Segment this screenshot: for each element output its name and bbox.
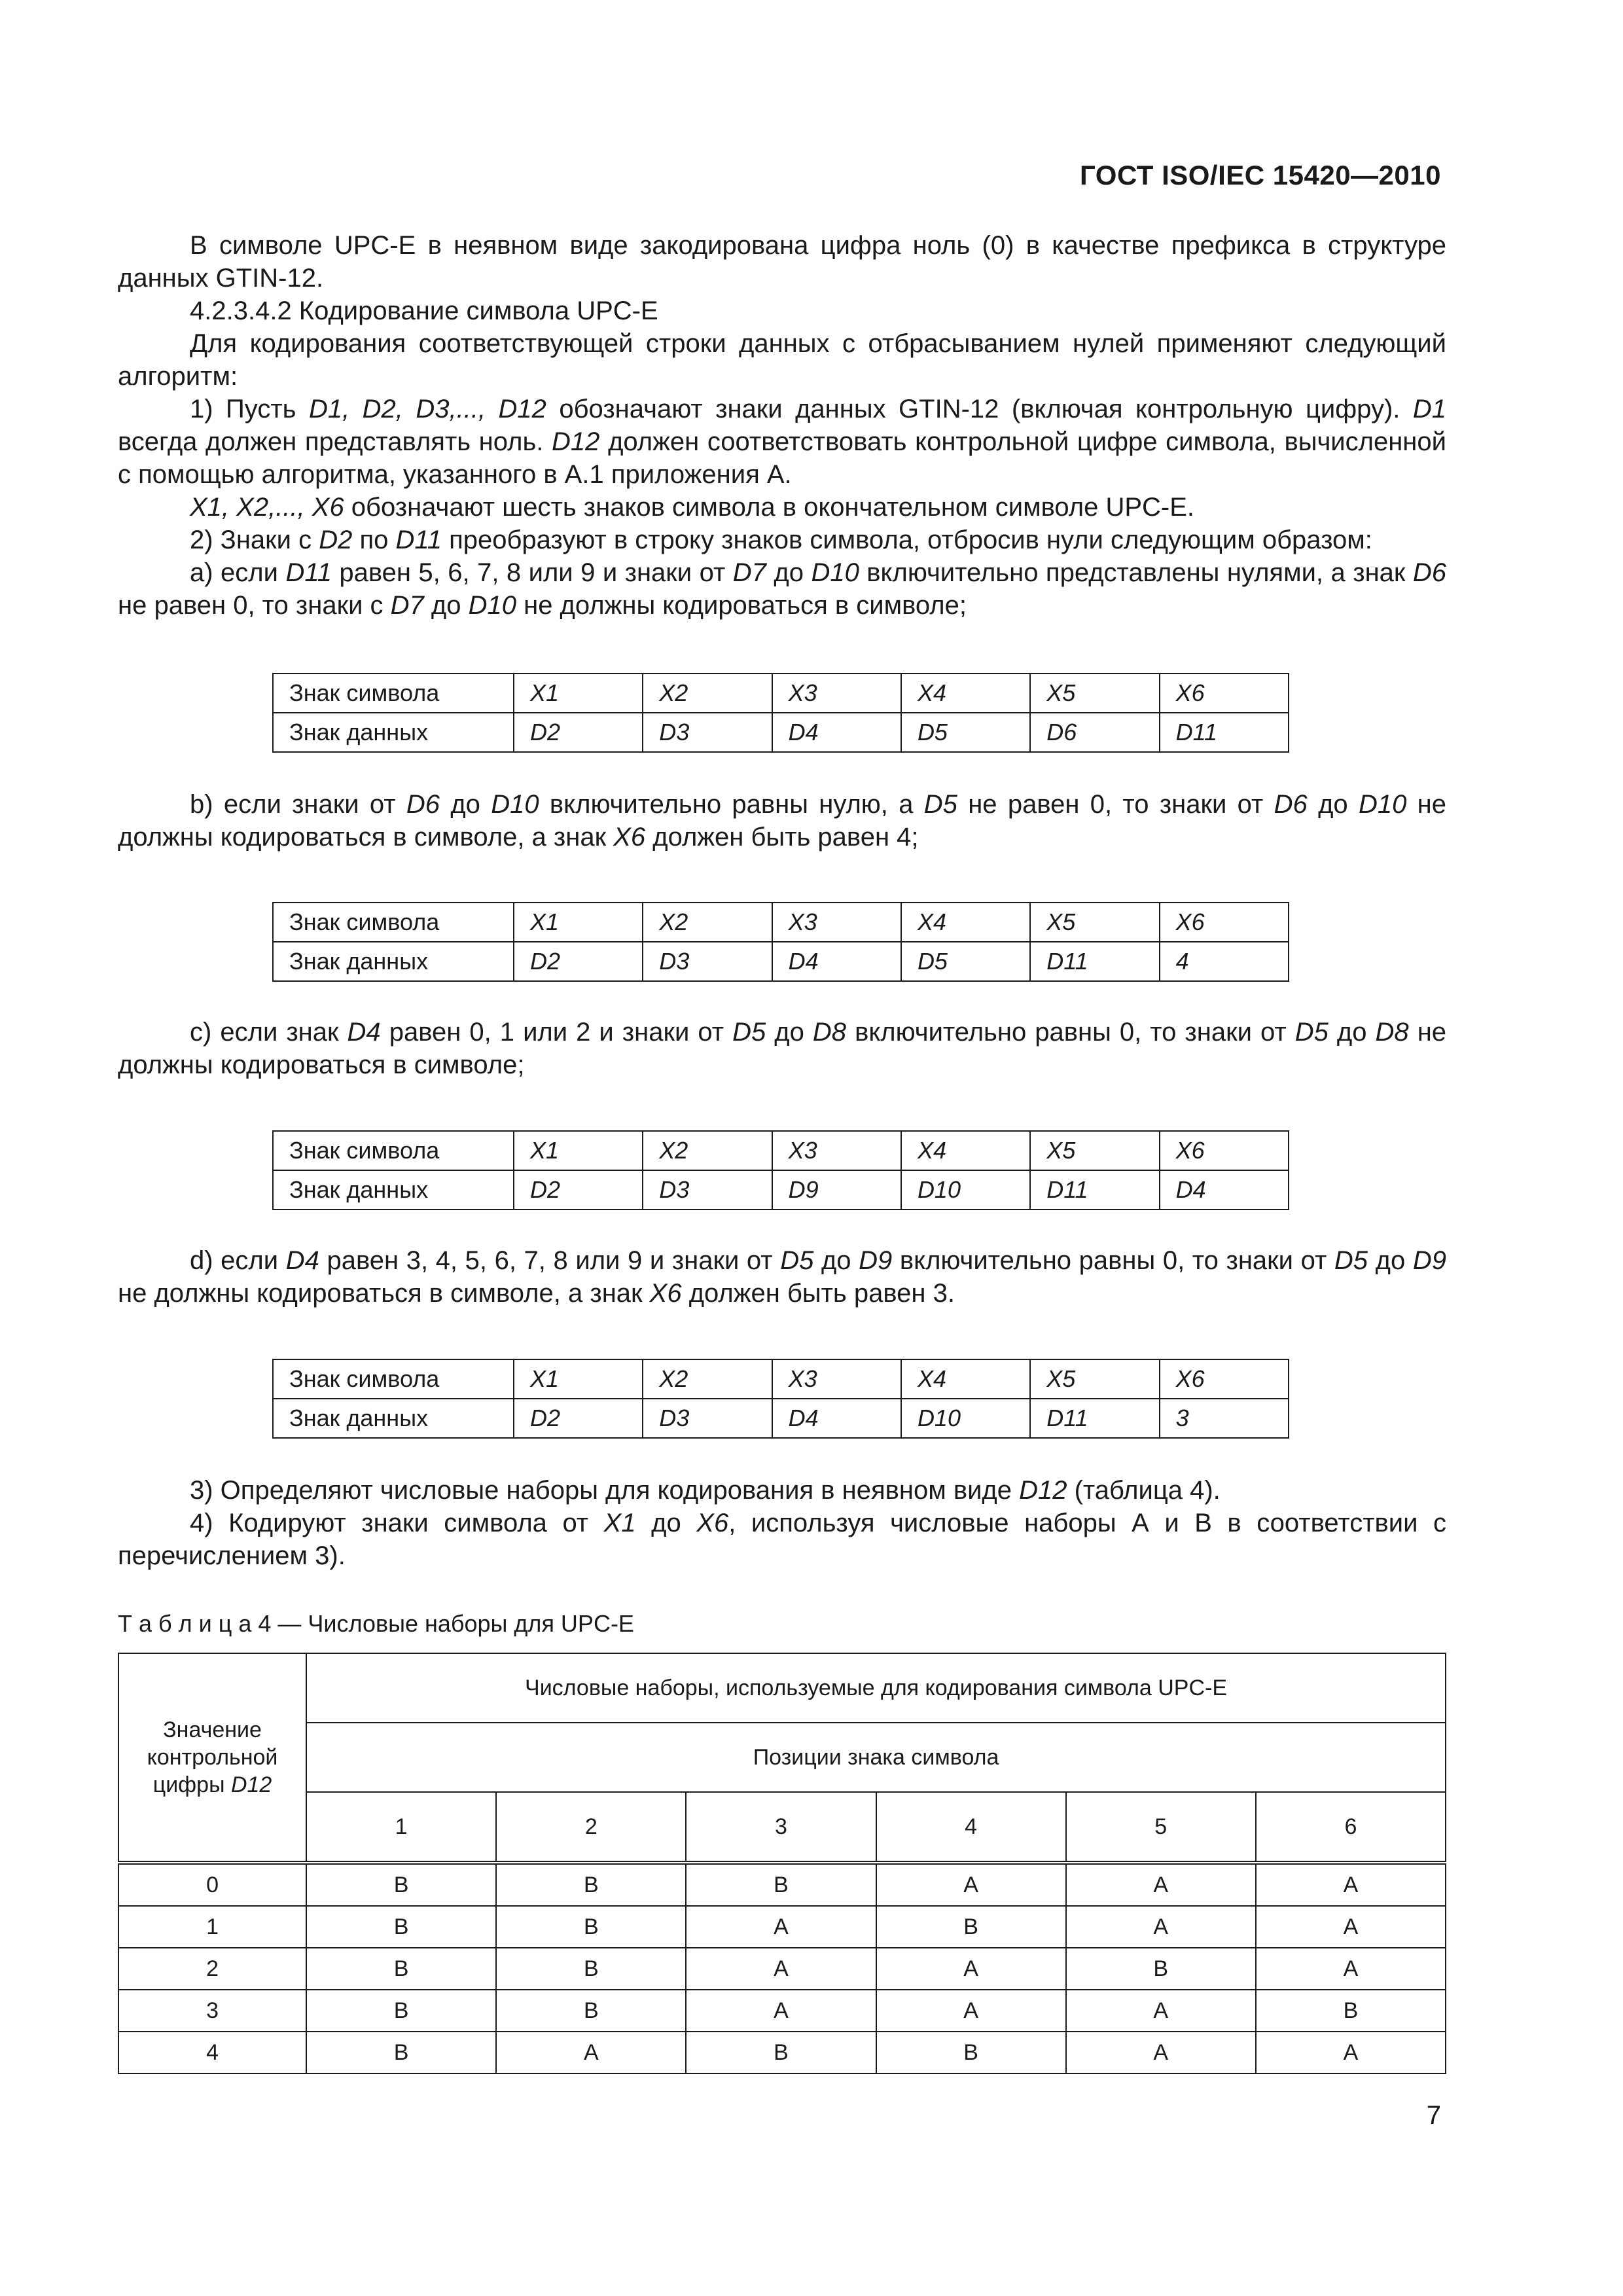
table-cell: D4 xyxy=(1160,1170,1289,1210)
table-header-row xyxy=(118,1723,1446,1792)
algorithm-intro: Для кодирования соответствующей строки данных с отбрасыванием нулей применяют следующий алгоритм: xyxy=(118,329,1446,391)
table-cell: X5 xyxy=(1030,903,1159,942)
table-cell: D5 xyxy=(901,713,1030,752)
step-1-symbols: X1, X2,..., X6 обозначают шесть знаков символа в окончательном символе UPC-E. xyxy=(190,493,1195,522)
row-label: Знак символа xyxy=(273,903,514,942)
table-cell: B xyxy=(496,1990,686,2032)
table-cell: A xyxy=(686,1906,876,1948)
table-row xyxy=(118,1863,1446,1906)
table-cell: X6 xyxy=(1160,903,1289,942)
table-cell: D4 xyxy=(772,942,901,981)
table-row xyxy=(273,1170,1289,1210)
step-2: 2) Знаки с D2 по D11 преобразуют в строку знаков символа, отбросив нули следующим образом: xyxy=(190,526,1372,554)
table-cell: A xyxy=(1066,1906,1256,1948)
table-cell: B xyxy=(306,2032,496,2073)
table-cell: D11 xyxy=(1160,713,1289,752)
table-cell: D2 xyxy=(514,1399,643,1438)
table-row xyxy=(118,1948,1446,1990)
check-digit-header: Значение контрольной цифры D12 xyxy=(118,1653,306,1863)
table-cell: A xyxy=(1066,1863,1256,1906)
table-cell: A xyxy=(876,1948,1066,1990)
case-c: c) если знак D4 равен 0, 1 или 2 и знаки от D5 до D8 включительно равны 0, то знаки от D5 до D8 не должны кодироваться в символе; xyxy=(118,1018,1447,1079)
document-header: ГОСТ ISO/IEC 15420—2010 xyxy=(1080,160,1441,190)
table-cell: D2 xyxy=(514,1170,643,1210)
table-cell: A xyxy=(686,1990,876,2032)
case-d: d) если D4 равен 3, 4, 5, 6, 7, 8 или 9 и знаки от D5 до D9 включительно равны 0, то знаки от D5 до D9 не должны кодироваться в символе, а знак X6 должен быть равен 3. xyxy=(118,1246,1446,1308)
positions-header: Позиции знака символа xyxy=(306,1723,1446,1792)
table-cell: X3 xyxy=(772,1359,901,1399)
table-cell: B xyxy=(1066,1948,1256,1990)
table-caption: Т а б л и ц а 4 — Числовые наборы для UPC-E xyxy=(118,1610,634,1637)
table-row xyxy=(118,2032,1446,2073)
position-header: 2 xyxy=(496,1792,686,1863)
table-cell: D4 xyxy=(772,713,901,752)
table-cell: D4 xyxy=(772,1399,901,1438)
position-header: 6 xyxy=(1256,1792,1446,1863)
table-cell: A xyxy=(1066,2032,1256,2073)
mapping-table-b xyxy=(272,902,1289,982)
table-row xyxy=(273,903,1289,942)
table-cell: A xyxy=(496,2032,686,2073)
table-cell: X4 xyxy=(901,1131,1030,1170)
table-cell: D10 xyxy=(901,1399,1030,1438)
check-digit-value: 1 xyxy=(118,1906,306,1948)
table-cell: B xyxy=(306,1990,496,2032)
table-cell: B xyxy=(306,1948,496,1990)
table-cell: A xyxy=(1256,1948,1446,1990)
check-digit-value: 2 xyxy=(118,1948,306,1990)
table-cell: A xyxy=(876,1863,1066,1906)
case-a: a) если D11 равен 5, 6, 7, 8 или 9 и знаки от D7 до D10 включительно представлены нулями, а знак D6 не равен 0, то знаки с D7 до D10 не должны кодироваться в символе; xyxy=(118,558,1447,620)
page-number: 7 xyxy=(1426,2101,1441,2130)
table-cell: X5 xyxy=(1030,673,1159,713)
table-cell: D11 xyxy=(1030,1170,1159,1210)
step-3: 3) Определяют числовые наборы для кодирования в неявном виде D12 (таблица 4). xyxy=(190,1476,1221,1505)
table-cell: D3 xyxy=(643,1170,772,1210)
position-header: 3 xyxy=(686,1792,876,1863)
table-cell: A xyxy=(1256,1863,1446,1906)
table-row xyxy=(273,1399,1289,1438)
table-header-row xyxy=(118,1792,1446,1863)
table-cell: D10 xyxy=(901,1170,1030,1210)
table-cell: 3 xyxy=(1160,1399,1289,1438)
table-cell: A xyxy=(1066,1990,1256,2032)
step-4: 4) Кодируют знаки символа от X1 до X6, используя числовые наборы А и В в соответствии с перечислением 3). xyxy=(118,1509,1446,1570)
table-cell: X1 xyxy=(514,673,643,713)
table-header-row xyxy=(118,1653,1446,1723)
table-cell: B xyxy=(876,1906,1066,1948)
table-row xyxy=(118,1990,1446,2032)
table-cell: B xyxy=(876,2032,1066,2073)
row-label: Знак символа xyxy=(273,673,514,713)
table-cell: X1 xyxy=(514,903,643,942)
table-row xyxy=(273,942,1289,981)
mapping-table-d xyxy=(272,1359,1289,1439)
row-label: Знак символа xyxy=(273,1359,514,1399)
table-row xyxy=(273,673,1289,713)
table-cell: A xyxy=(686,1948,876,1990)
mapping-table-a xyxy=(272,673,1289,753)
check-digit-value: 3 xyxy=(118,1990,306,2032)
table-cell: A xyxy=(1256,2032,1446,2073)
row-label: Знак данных xyxy=(273,1399,514,1438)
table-cell: X3 xyxy=(772,1131,901,1170)
table-cell: D2 xyxy=(514,713,643,752)
table-cell: X4 xyxy=(901,673,1030,713)
table-cell: B xyxy=(686,1863,876,1906)
table-cell: X6 xyxy=(1160,673,1289,713)
table-cell: D3 xyxy=(643,942,772,981)
row-label: Знак данных xyxy=(273,713,514,752)
table-cell: X4 xyxy=(901,1359,1030,1399)
case-b: b) если знаки от D6 до D10 включительно равны нулю, а D5 не равен 0, то знаки от D6 до D10 не должны кодироваться в символе, а знак X6 должен быть равен 4; xyxy=(118,790,1447,852)
table-cell: X1 xyxy=(514,1131,643,1170)
table-cell: A xyxy=(876,1990,1066,2032)
row-label: Знак данных xyxy=(273,1170,514,1210)
table-cell: D9 xyxy=(772,1170,901,1210)
table-row xyxy=(273,713,1289,752)
mapping-table-c xyxy=(272,1130,1289,1210)
table-cell: X6 xyxy=(1160,1131,1289,1170)
table-cell: X4 xyxy=(901,903,1030,942)
table-cell: X2 xyxy=(643,673,772,713)
position-header: 1 xyxy=(306,1792,496,1863)
row-label: Знак данных xyxy=(273,942,514,981)
table-cell: D3 xyxy=(643,1399,772,1438)
check-digit-value: 4 xyxy=(118,2032,306,2073)
table-cell: B xyxy=(496,1948,686,1990)
paragraph-prefix: В символе UPC-E в неявном виде закодирована цифра ноль (0) в качестве префикса в структуре данных GTIN-12. xyxy=(118,231,1446,293)
table-row xyxy=(273,1359,1289,1399)
step-1: 1) Пусть D1, D2, D3,..., D12 обозначают знаки данных GTIN-12 (включая контрольную цифру). D1 всегда должен представлять ноль. D12 должен соответствовать контрольной цифре символа, вычисленной с помощью алгоритма, указанного в А.1 приложения А. xyxy=(118,395,1446,489)
table-row xyxy=(273,1131,1289,1170)
table-cell: X2 xyxy=(643,903,772,942)
table-cell: B xyxy=(686,2032,876,2073)
table-4-number-sets xyxy=(118,1653,1446,2074)
table-cell: D6 xyxy=(1030,713,1159,752)
row-label: Знак символа xyxy=(273,1131,514,1170)
table-cell: X2 xyxy=(643,1359,772,1399)
table-cell: 4 xyxy=(1160,942,1289,981)
section-title: 4.2.3.4.2 Кодирование символа UPC-E xyxy=(190,296,658,325)
table-cell: A xyxy=(1256,1906,1446,1948)
table-cell: B xyxy=(306,1863,496,1906)
table-cell: X1 xyxy=(514,1359,643,1399)
table-row xyxy=(118,1906,1446,1948)
table-cell: D3 xyxy=(643,713,772,752)
table-cell: X5 xyxy=(1030,1131,1159,1170)
table-cell: D11 xyxy=(1030,942,1159,981)
table-cell: B xyxy=(1256,1990,1446,2032)
table-cell: X5 xyxy=(1030,1359,1159,1399)
table-cell: D2 xyxy=(514,942,643,981)
check-digit-value: 0 xyxy=(118,1863,306,1906)
number-sets-header: Числовые наборы, используемые для кодирования символа UPC-E xyxy=(306,1653,1446,1723)
table-cell: D11 xyxy=(1030,1399,1159,1438)
table-cell: X6 xyxy=(1160,1359,1289,1399)
position-header: 4 xyxy=(876,1792,1066,1863)
table-cell: X2 xyxy=(643,1131,772,1170)
table-cell: X3 xyxy=(772,903,901,942)
table-cell: B xyxy=(496,1906,686,1948)
table-cell: X3 xyxy=(772,673,901,713)
table-cell: B xyxy=(496,1863,686,1906)
table-cell: D5 xyxy=(901,942,1030,981)
table-cell: B xyxy=(306,1906,496,1948)
position-header: 5 xyxy=(1066,1792,1256,1863)
